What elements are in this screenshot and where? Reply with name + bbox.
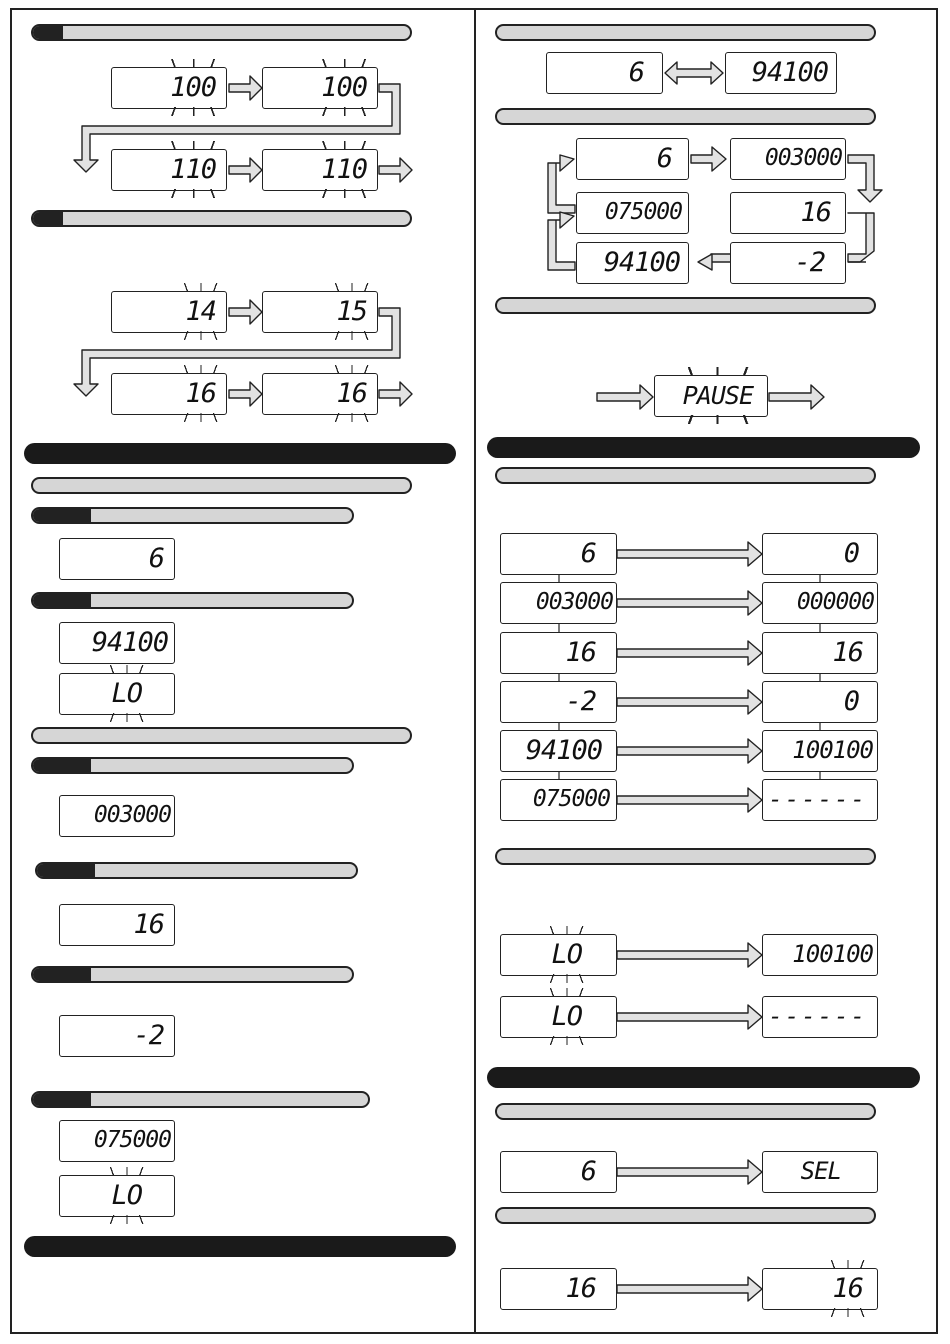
lcd-display xyxy=(576,192,689,234)
lcd-display xyxy=(111,373,227,415)
lcd-value: ------ xyxy=(768,1002,867,1030)
lcd-value: 94100 xyxy=(525,735,602,766)
lcd-value: 94100 xyxy=(751,57,828,88)
lcd-value: 16 xyxy=(832,637,863,668)
lcd-value: LO xyxy=(111,674,142,713)
lcd-value: ------ xyxy=(768,785,867,813)
lcd-display xyxy=(654,375,768,417)
lcd-display xyxy=(59,904,175,946)
lcd-display xyxy=(730,138,846,180)
lcd-display xyxy=(762,632,878,674)
lcd-value: 16 xyxy=(800,197,831,228)
lcd-value: 6 xyxy=(656,143,672,174)
lcd-display xyxy=(730,242,846,284)
lcd-display xyxy=(762,996,878,1038)
lcd-display xyxy=(762,730,878,772)
lcd-value: 14 xyxy=(185,292,216,331)
lcd-display xyxy=(730,192,846,234)
lcd-display xyxy=(576,138,689,180)
lcd-value: -2 xyxy=(565,686,596,717)
lcd-value: 110 xyxy=(170,150,216,189)
lcd-display xyxy=(262,149,378,191)
lcd-display xyxy=(262,373,378,415)
lcd-value: 0 xyxy=(843,538,859,569)
lcd-display xyxy=(59,673,175,715)
lcd-value: 16 xyxy=(832,1269,863,1308)
lcd-value: 16 xyxy=(565,1273,596,1304)
lcd-display xyxy=(762,681,878,723)
lcd-value: 6 xyxy=(628,57,644,88)
lcd-display xyxy=(500,1151,617,1193)
lcd-display xyxy=(762,779,878,821)
lcd-value: 000000 xyxy=(796,589,874,615)
lcd-value: 16 xyxy=(565,637,596,668)
lcd-value: LO xyxy=(551,997,582,1036)
lcd-value: 003000 xyxy=(93,802,171,828)
lcd-display xyxy=(576,242,689,284)
lcd-display xyxy=(500,996,617,1038)
lcd-value: 110 xyxy=(321,150,367,189)
lcd-display xyxy=(262,67,378,109)
lcd-display xyxy=(546,52,663,94)
lcd-value: 6 xyxy=(580,538,596,569)
lcd-display xyxy=(762,582,878,624)
lcd-display xyxy=(59,1175,175,1217)
lcd-display xyxy=(725,52,837,94)
lcd-value: 100100 xyxy=(792,736,873,764)
lcd-value: 6 xyxy=(580,1156,596,1187)
lcd-display xyxy=(111,149,227,191)
lcd-value: 16 xyxy=(133,909,164,940)
lcd-display xyxy=(59,622,175,664)
lcd-display xyxy=(59,1120,175,1162)
lcd-display xyxy=(500,934,617,976)
lcd-display xyxy=(762,934,878,976)
lcd-display xyxy=(500,779,617,821)
lcd-display xyxy=(762,533,878,575)
lcd-display xyxy=(500,632,617,674)
lcd-value: PAUSE xyxy=(683,376,753,415)
lcd-display xyxy=(762,1268,878,1310)
lcd-display xyxy=(59,1015,175,1057)
lcd-display xyxy=(500,533,617,575)
lcd-display xyxy=(500,582,617,624)
lcd-display xyxy=(111,67,227,109)
lcd-value: 16 xyxy=(336,374,367,413)
lcd-value: 100 xyxy=(170,68,216,107)
lcd-value: 100100 xyxy=(792,940,873,968)
lcd-display xyxy=(262,291,378,333)
lcd-value: 0 xyxy=(843,686,859,717)
lcd-display xyxy=(59,538,175,580)
lcd-value: -2 xyxy=(794,247,825,278)
lcd-value: 075000 xyxy=(93,1127,171,1153)
lcd-value: 100 xyxy=(321,68,367,107)
lcd-value: 6 xyxy=(148,543,164,574)
lcd-value: 003000 xyxy=(764,145,842,171)
lcd-display xyxy=(500,681,617,723)
lcd-display xyxy=(59,795,175,837)
lcd-value: 075000 xyxy=(532,786,610,812)
lcd-value: LO xyxy=(551,935,582,974)
lcd-value: 003000 xyxy=(535,589,613,615)
lcd-display xyxy=(111,291,227,333)
lcd-value: 075000 xyxy=(604,199,682,225)
lcd-value: 15 xyxy=(336,292,367,331)
lcd-value: 94100 xyxy=(91,627,168,658)
lcd-value: 16 xyxy=(185,374,216,413)
lcd-display xyxy=(500,730,617,772)
lcd-value: -2 xyxy=(133,1020,164,1051)
lcd-value: SEL xyxy=(800,1157,841,1185)
lcd-value: 94100 xyxy=(603,247,680,278)
lcd-display xyxy=(762,1151,878,1193)
lcd-value: LO xyxy=(111,1176,142,1215)
lcd-display xyxy=(500,1268,617,1310)
